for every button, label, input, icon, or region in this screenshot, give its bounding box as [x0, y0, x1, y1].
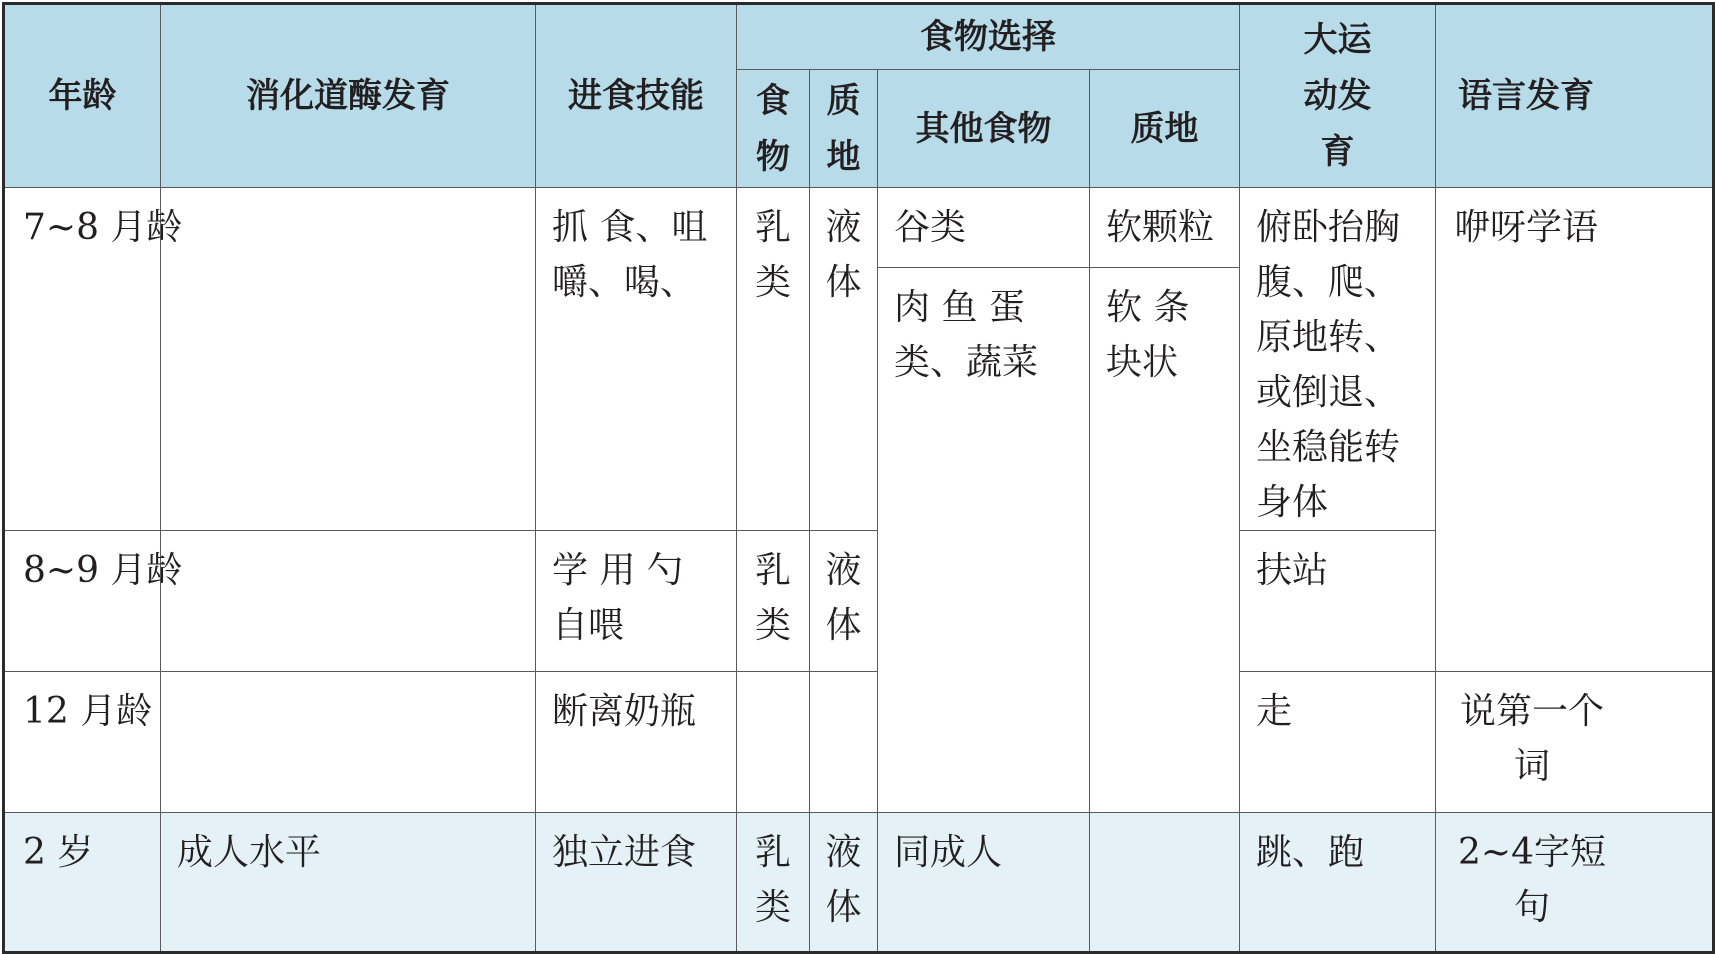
- cell-age: 12 月龄: [4, 672, 161, 813]
- table-body: [4, 188, 1714, 953]
- cell-other-texture: 软 条 块状: [1090, 268, 1240, 813]
- header-food-choice: 食物选择: [737, 4, 1240, 70]
- cell-motor: 走: [1240, 672, 1436, 813]
- cell-enzyme: [161, 531, 536, 672]
- cell-language: 2~4字短句: [1436, 813, 1714, 953]
- cell-texture: 液体: [810, 531, 878, 672]
- cell-texture: 液体: [810, 813, 878, 953]
- cell-skill: 独立进食: [536, 813, 737, 953]
- cell-age: 8~9 月龄: [4, 531, 161, 672]
- cell-texture: [810, 672, 878, 813]
- cell-other-food: 谷类: [878, 188, 1090, 268]
- cell-enzyme: 成人水平: [161, 813, 536, 953]
- table-row: [4, 188, 1714, 268]
- cell-motor: 跳、跑: [1240, 813, 1436, 953]
- development-table: [2, 2, 1715, 954]
- header-skill: 进食技能: [536, 4, 737, 188]
- cell-other-food: 同成人: [878, 813, 1090, 953]
- cell-skill: 学 用 勺 自喂: [536, 531, 737, 672]
- header-age: 年龄: [4, 4, 161, 188]
- cell-enzyme: [161, 188, 536, 531]
- cell-language: 说第一个词: [1436, 672, 1714, 813]
- header-texture: 质地: [810, 70, 878, 188]
- header-other-texture: 质地: [1090, 70, 1240, 188]
- header-enzyme: 消化道酶发育: [161, 4, 536, 188]
- cell-texture: 液体: [810, 188, 878, 531]
- header-other-food: 其他食物: [878, 70, 1090, 188]
- cell-food: 乳类: [737, 188, 810, 531]
- table-row: [4, 813, 1714, 953]
- header-language: 语言发育: [1436, 4, 1714, 188]
- cell-age: 2 岁: [4, 813, 161, 953]
- table-header: [4, 4, 1714, 188]
- cell-other-food: 肉 鱼 蛋 类、蔬菜: [878, 268, 1090, 813]
- cell-other-texture: 软颗粒: [1090, 188, 1240, 268]
- cell-food: [737, 672, 810, 813]
- header-motor: 大运动发育: [1240, 4, 1436, 188]
- cell-other-texture: [1090, 813, 1240, 953]
- header-food: 食物: [737, 70, 810, 188]
- cell-enzyme: [161, 672, 536, 813]
- cell-motor: 俯卧抬胸腹、爬、原地转、或倒退、坐稳能转身体: [1240, 188, 1436, 531]
- cell-motor: 扶站: [1240, 531, 1436, 672]
- cell-skill: 断离奶瓶: [536, 672, 737, 813]
- cell-age: 7~8 月龄: [4, 188, 161, 531]
- cell-language: 咿呀学语: [1436, 188, 1714, 672]
- cell-skill: 抓 食、咀嚼、喝、: [536, 188, 737, 531]
- cell-food: 乳类: [737, 813, 810, 953]
- cell-food: 乳类: [737, 531, 810, 672]
- table-row: [4, 672, 1714, 813]
